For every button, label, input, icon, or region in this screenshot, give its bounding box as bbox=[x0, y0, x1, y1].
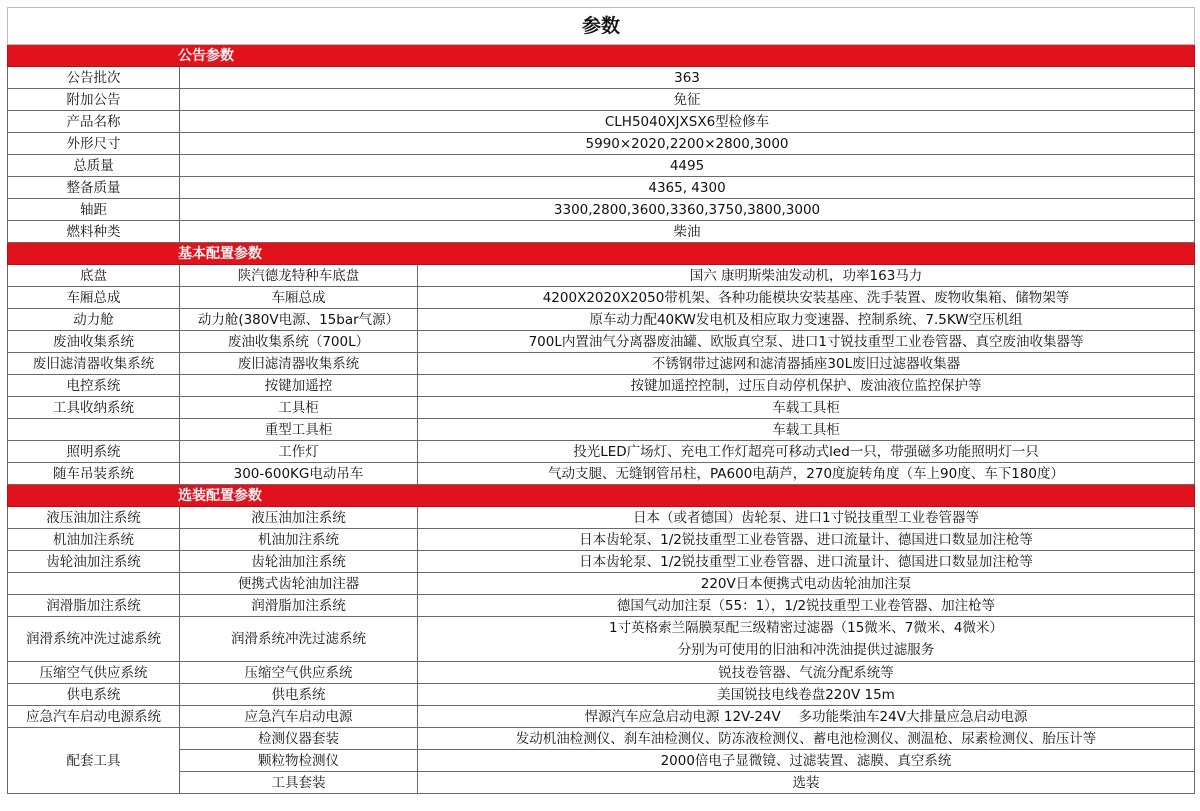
table-row bbox=[8, 551, 1195, 573]
config-item: 按键加遥控 bbox=[180, 375, 418, 397]
table-row bbox=[8, 177, 1195, 199]
config-description: 悍源汽车应急启动电源 12V-24V 多功能柴油车24V大排量应急启动电源 bbox=[418, 706, 1195, 728]
config-description: 选装 bbox=[418, 772, 1195, 794]
table-row bbox=[8, 331, 1195, 353]
spec-table-body bbox=[8, 8, 1195, 794]
table-row bbox=[8, 750, 1195, 772]
config-category: 齿轮油加注系统 bbox=[8, 551, 180, 573]
param-value: CLH5040XJXSX6型检修车 bbox=[180, 111, 1195, 133]
table-row bbox=[8, 617, 1195, 662]
description-line: 1寸英格索兰隔膜泵配三级精密过滤器（15微米、7微米、4微米） bbox=[609, 620, 1003, 636]
config-category: 废油收集系统 bbox=[8, 331, 180, 353]
table-row bbox=[8, 507, 1195, 529]
config-item: 动力舱(380V电源、15bar气源） bbox=[180, 309, 418, 331]
config-description: 日本齿轮泵、1/2锐技重型工业卷管器、进口流量计、德国进口数显加注枪等 bbox=[418, 551, 1195, 573]
config-item: 废旧滤清器收集系统 bbox=[180, 353, 418, 375]
config-description: 发动机油检测仪、刹车油检测仪、防冻液检测仪、蓄电池检测仪、测温枪、尿素检测仪、胎压计等 bbox=[418, 728, 1195, 750]
config-item: 压缩空气供应系统 bbox=[180, 662, 418, 684]
param-value: 3300,2800,3600,3360,3750,3800,3000 bbox=[180, 199, 1195, 221]
config-item: 检测仪器套装 bbox=[180, 728, 418, 750]
param-label: 轴距 bbox=[8, 199, 180, 221]
param-label: 外形尺寸 bbox=[8, 133, 180, 155]
config-category: 应急汽车启动电源系统 bbox=[8, 706, 180, 728]
table-row bbox=[8, 353, 1195, 375]
config-item: 重型工具柜 bbox=[180, 419, 418, 441]
param-label: 总质量 bbox=[8, 155, 180, 177]
table-row bbox=[8, 684, 1195, 706]
config-category: 电控系统 bbox=[8, 375, 180, 397]
config-category: 润滑系统冲洗过滤系统 bbox=[8, 617, 180, 662]
title-row bbox=[8, 8, 1195, 45]
param-value: 4365, 4300 bbox=[180, 177, 1195, 199]
table-row bbox=[8, 728, 1195, 750]
config-item: 颗粒物检测仪 bbox=[180, 750, 418, 772]
config-item: 供电系统 bbox=[180, 684, 418, 706]
config-item: 陕汽德龙特种车底盘 bbox=[180, 265, 418, 287]
config-description: 日本（或者德国）齿轮泵、进口1寸锐技重型工业卷管器等 bbox=[418, 507, 1195, 529]
description-line: 分别为可使用的旧油和冲洗油提供过滤服务 bbox=[677, 642, 935, 658]
param-value: 5990×2020,2200×2800,3000 bbox=[180, 133, 1195, 155]
table-row bbox=[8, 265, 1195, 287]
section-header-basic bbox=[8, 243, 1195, 265]
config-description: 不锈钢带过滤网和滤清器插座30L废旧过滤器收集器 bbox=[418, 353, 1195, 375]
config-category: 废旧滤清器收集系统 bbox=[8, 353, 180, 375]
config-category: 液压油加注系统 bbox=[8, 507, 180, 529]
config-description: 锐技卷管器、气流分配系统等 bbox=[418, 662, 1195, 684]
config-description: 车载工具柜 bbox=[418, 397, 1195, 419]
table-row bbox=[8, 772, 1195, 794]
config-category: 工具收纳系统 bbox=[8, 397, 180, 419]
config-item: 工具套装 bbox=[180, 772, 418, 794]
config-category: 底盘 bbox=[8, 265, 180, 287]
config-item: 车厢总成 bbox=[180, 287, 418, 309]
config-item: 废油收集系统（700L） bbox=[180, 331, 418, 353]
config-description: 原车动力配40KW发电机及相应取力变速器、控制系统、7.5KW空压机组 bbox=[418, 309, 1195, 331]
config-description: 国六 康明斯柴油发动机，功率163马力 bbox=[418, 265, 1195, 287]
config-description: 德国气动加注泵（55：1），1/2锐技重型工业卷管器、加注枪等 bbox=[418, 595, 1195, 617]
table-row bbox=[8, 419, 1195, 441]
param-value: 免征 bbox=[180, 89, 1195, 111]
config-item: 工作灯 bbox=[180, 441, 418, 463]
config-category: 车厢总成 bbox=[8, 287, 180, 309]
config-item: 润滑系统冲洗过滤系统 bbox=[180, 617, 418, 662]
config-category: 配套工具 bbox=[8, 728, 180, 794]
config-description: 投光LED广场灯、充电工作灯超亮可移动式led一只，带强磁多功能照明灯一只 bbox=[418, 441, 1195, 463]
config-item: 工具柜 bbox=[180, 397, 418, 419]
config-item: 液压油加注系统 bbox=[180, 507, 418, 529]
config-item: 润滑脂加注系统 bbox=[180, 595, 418, 617]
config-item: 应急汽车启动电源 bbox=[180, 706, 418, 728]
table-row bbox=[8, 221, 1195, 243]
config-description bbox=[418, 617, 1195, 662]
config-category: 随车吊装系统 bbox=[8, 463, 180, 485]
config-category: 压缩空气供应系统 bbox=[8, 662, 180, 684]
config-description: 2000倍电子显微镜、过滤装置、滤膜、真空系统 bbox=[418, 750, 1195, 772]
table-row bbox=[8, 89, 1195, 111]
table-row bbox=[8, 309, 1195, 331]
table-row bbox=[8, 199, 1195, 221]
section-header-announcement bbox=[8, 45, 1195, 67]
table-row bbox=[8, 375, 1195, 397]
config-description: 日本齿轮泵、1/2锐技重型工业卷管器、进口流量计、德国进口数显加注枪等 bbox=[418, 529, 1195, 551]
config-item: 机油加注系统 bbox=[180, 529, 418, 551]
section-title: 公告参数 bbox=[8, 45, 1195, 67]
config-description: 车载工具柜 bbox=[418, 419, 1195, 441]
config-category: 润滑脂加注系统 bbox=[8, 595, 180, 617]
table-row bbox=[8, 133, 1195, 155]
config-description: 220V日本便携式电动齿轮油加注泵 bbox=[418, 573, 1195, 595]
config-category bbox=[8, 573, 180, 595]
config-item: 齿轮油加注系统 bbox=[180, 551, 418, 573]
page-title: 参数 bbox=[8, 8, 1195, 45]
param-label: 公告批次 bbox=[8, 67, 180, 89]
table-row bbox=[8, 529, 1195, 551]
table-row bbox=[8, 441, 1195, 463]
config-category: 供电系统 bbox=[8, 684, 180, 706]
table-row bbox=[8, 287, 1195, 309]
param-value: 柴油 bbox=[180, 221, 1195, 243]
param-label: 附加公告 bbox=[8, 89, 180, 111]
spec-table bbox=[7, 7, 1195, 794]
config-item: 300-600KG电动吊车 bbox=[180, 463, 418, 485]
config-description: 美国锐技电线卷盘220V 15m bbox=[418, 684, 1195, 706]
table-row bbox=[8, 155, 1195, 177]
config-category bbox=[8, 419, 180, 441]
table-row bbox=[8, 573, 1195, 595]
table-row bbox=[8, 67, 1195, 89]
config-description: 700L内置油气分离器废油罐、欧版真空泵、进口1寸锐技重型工业卷管器、真空废油收集器等 bbox=[418, 331, 1195, 353]
param-label: 产品名称 bbox=[8, 111, 180, 133]
config-category: 照明系统 bbox=[8, 441, 180, 463]
config-description: 气动支腿、无缝钢管吊柱，PA600电葫芦，270度旋转角度（车上90度、车下180度） bbox=[418, 463, 1195, 485]
table-row bbox=[8, 595, 1195, 617]
param-label: 燃料种类 bbox=[8, 221, 180, 243]
section-title: 选装配置参数 bbox=[8, 485, 1195, 507]
section-header-optional bbox=[8, 485, 1195, 507]
spec-sheet bbox=[7, 7, 1194, 794]
param-value: 4495 bbox=[180, 155, 1195, 177]
config-description: 按键加遥控控制，过压自动停机保护、废油液位监控保护等 bbox=[418, 375, 1195, 397]
param-value: 363 bbox=[180, 67, 1195, 89]
table-row bbox=[8, 662, 1195, 684]
param-label: 整备质量 bbox=[8, 177, 180, 199]
table-row bbox=[8, 397, 1195, 419]
config-description: 4200X2020X2050带机架、各种功能模块安装基座、洗手装置、废物收集箱、储物架等 bbox=[418, 287, 1195, 309]
section-title: 基本配置参数 bbox=[8, 243, 1195, 265]
config-category: 机油加注系统 bbox=[8, 529, 180, 551]
table-row bbox=[8, 706, 1195, 728]
config-item: 便携式齿轮油加注器 bbox=[180, 573, 418, 595]
table-row bbox=[8, 111, 1195, 133]
config-category: 动力舱 bbox=[8, 309, 180, 331]
table-row bbox=[8, 463, 1195, 485]
